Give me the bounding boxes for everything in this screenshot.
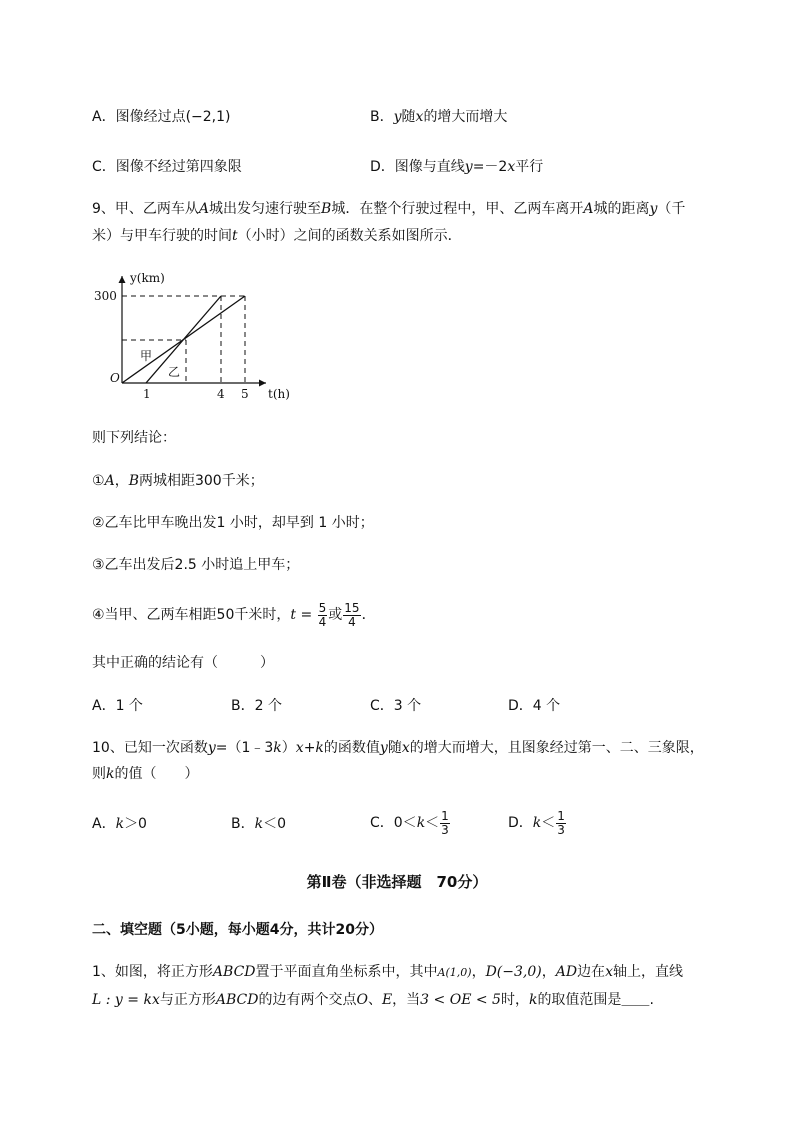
q10-stem-line1: 10、已知一次函数y=（1﹣3k）x+k的函数值y随x的增大而增大，且图象经过第一、二、三象限， [92, 740, 704, 756]
q10-option-a: A．k＞0 [92, 816, 147, 832]
q9-conclusion-2: ②乙车比甲车晚出发1 小时，却早到 1 小时； [92, 515, 374, 531]
q10-stem-line2: 则k的值（ ） [92, 766, 199, 782]
q9-option-c: C．3 个 [370, 698, 422, 714]
answer-blank[interactable]: ＿＿ [621, 992, 650, 1008]
fill-q1-line1: 1、如图，将正方形ABCD置于平面直角坐标系中，其中A(1,0)，D(−3,0)，AD边在x轴上，直线 [92, 964, 683, 980]
q9-option-d: D．4 个 [508, 698, 561, 714]
section-fill-in-blank: 二、填空题（5小题，每小题4分，共计20分） [92, 922, 383, 938]
x-tick-4: 4 [217, 387, 225, 401]
q9-option-a: A．1 个 [92, 698, 143, 714]
q8-option-a: A．图像经过点(−2,1) [92, 109, 231, 125]
q9-option-b: B．2 个 [231, 698, 282, 714]
q10-option-c: C．0＜k＜ $\frac{1}{3}$ [370, 808, 449, 837]
label-jia: 甲 [140, 349, 153, 363]
y-tick-300: 300 [94, 289, 117, 303]
q9-distance-time-graph [90, 268, 300, 408]
q9-conclusion-3: ③乙车出发后2.5 小时追上甲车； [92, 557, 300, 573]
fraction-1-3: $\frac{1}{3}$ [557, 808, 565, 837]
label-yi: 乙 [168, 365, 181, 379]
q10-option-d: D．k＜ $\frac{1}{3}$ [508, 808, 565, 837]
y-axis-label: y(km) [130, 271, 165, 285]
fill-q1-line2: L : y = kx与正方形ABCD的边有两个交点O、E，当3 < OE < 5时，k的取值范围是＿＿. [92, 992, 654, 1008]
line-yi [146, 296, 221, 383]
fraction-5-4: $\frac{5}{4}$ [318, 600, 327, 629]
q9-conclusion-4: ④当甲、乙两车相距50千米时，t = $\frac{5}{4}$ 或 $\frac{15}{4}$ ． [92, 600, 376, 629]
fraction-15-4: $\frac{15}{4}$ [344, 600, 360, 629]
x-tick-1: 1 [143, 387, 151, 401]
fraction-1-3: $\frac{1}{3}$ [441, 808, 449, 837]
q9-then: 则下列结论： [92, 430, 176, 446]
part-2-heading: 第Ⅱ卷（非选择题 70分） [306, 873, 488, 891]
q9-stem-line2: 米）与甲车行驶的时间t（小时）之间的函数关系如图所示． [92, 228, 462, 244]
x-tick-5: 5 [241, 387, 249, 401]
q9-stem-line1: 9、甲、乙两车从A城出发匀速行驶至B城．在整个行驶过程中，甲、乙两车离开A城的距离y（千 [92, 201, 686, 217]
q10-option-b: B．k＜0 [231, 816, 287, 832]
q8-option-c: C．图像不经过第四象限 [92, 159, 242, 175]
q9-correct-count: 其中正确的结论有（ ） [92, 655, 274, 671]
x-axis-label: t(h) [268, 387, 290, 401]
q8-option-d: D．图像与直线y=－2x平行 [370, 159, 544, 175]
q9-conclusion-1: ①A，B两城相距300千米； [92, 473, 264, 489]
q8-option-b: B．y随x的增大而增大 [370, 109, 508, 125]
origin-label: O [110, 371, 120, 385]
